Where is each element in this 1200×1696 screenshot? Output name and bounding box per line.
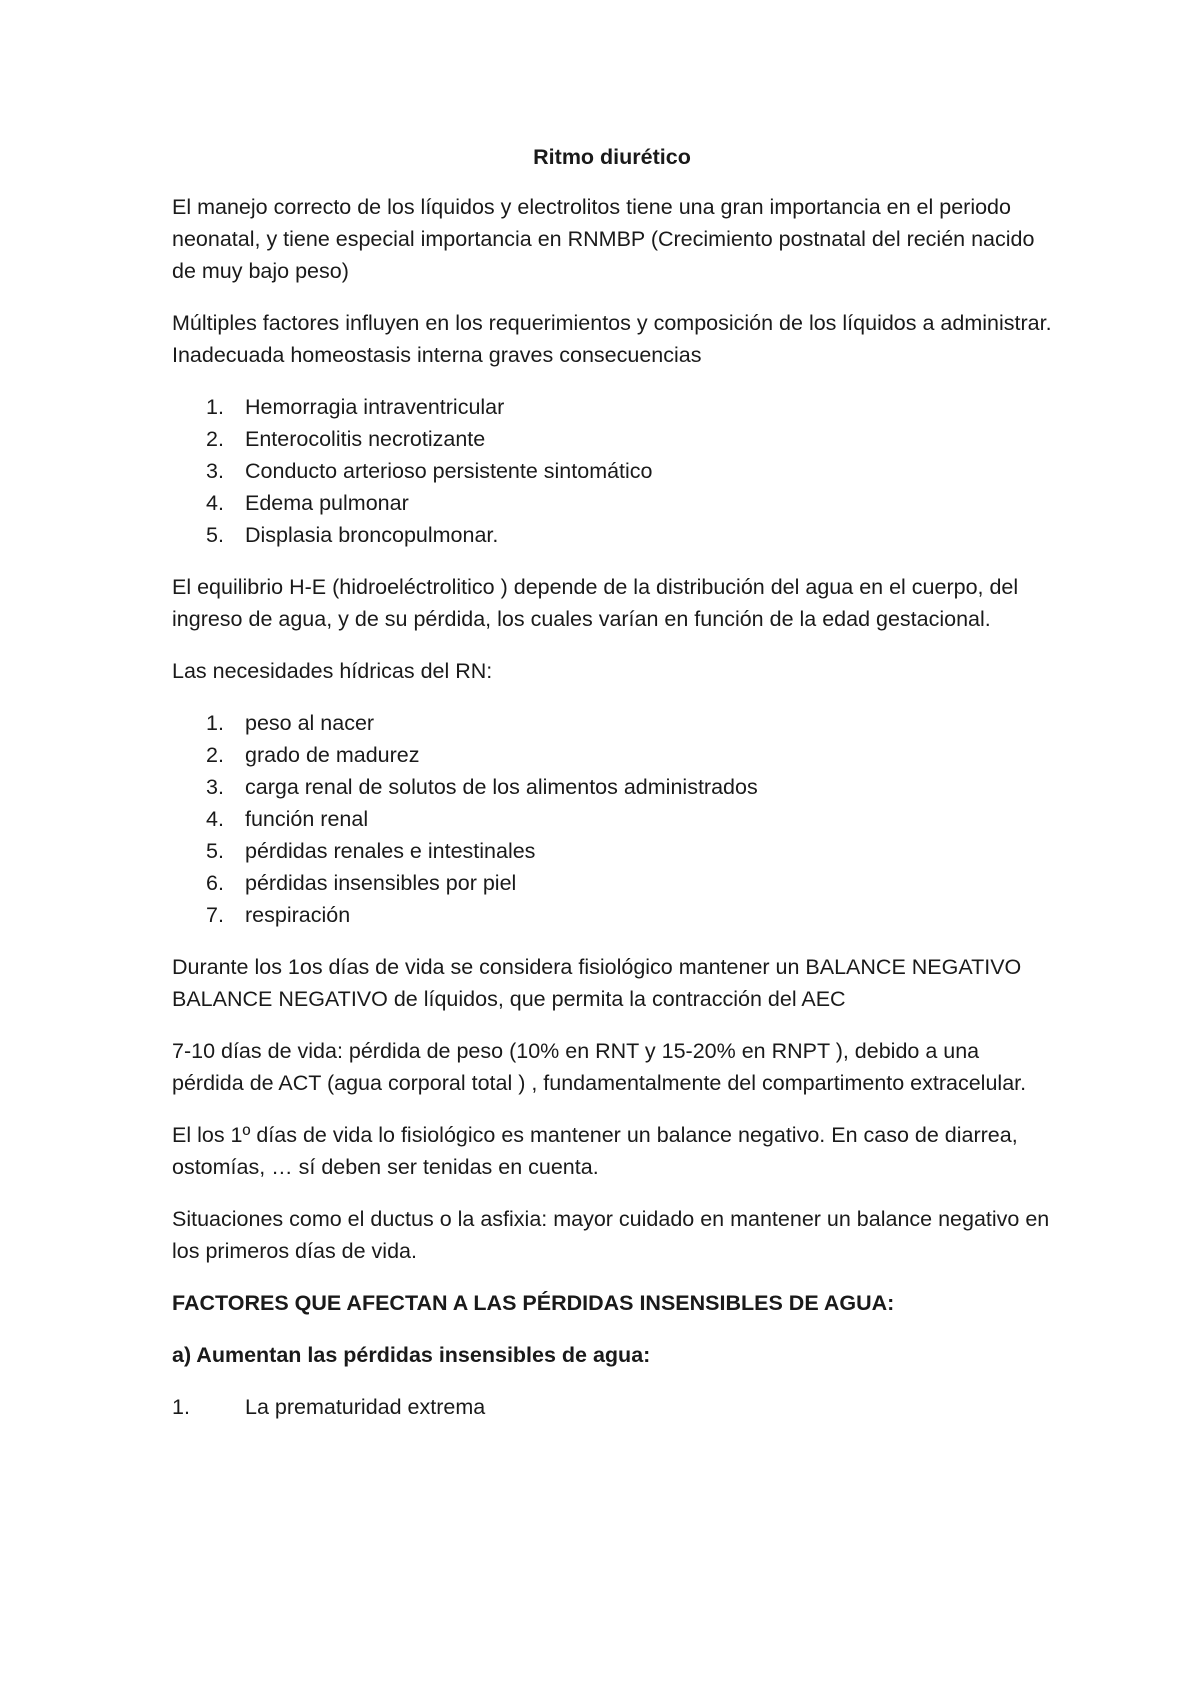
- list-item: [172, 455, 1052, 487]
- list-number: 3.: [206, 459, 224, 483]
- list-number: 4.: [206, 807, 224, 831]
- list-item-text: La prematuridad extrema: [245, 1395, 486, 1419]
- list-number: 4.: [206, 491, 224, 515]
- list-number: 2.: [206, 427, 224, 451]
- document-title: Ritmo diurético: [533, 145, 691, 169]
- list-item-text: Displasia broncopulmonar.: [245, 523, 499, 547]
- list-item: [172, 899, 1052, 931]
- list-item-text: Edema pulmonar: [245, 491, 409, 515]
- list-number: 1.: [172, 1395, 190, 1419]
- paragraph-factors: Múltiples factores influyen en los requerimientos y composición de los líquidos a administrar. Inadecuada homeostasis interna graves consecuencias: [172, 311, 1052, 367]
- paragraph-weight-loss: 7-10 días de vida: pérdida de peso (10% en RNT y 15-20% en RNPT ), debido a una pérdida de ACT (agua corporal total ) , fundamentalmente del compartimento extracelular.: [172, 1039, 1027, 1095]
- list-item: [172, 835, 1052, 867]
- list-number: 2.: [206, 743, 224, 767]
- list-item-text: función renal: [245, 807, 369, 831]
- list-number: 1.: [206, 395, 224, 419]
- list-item-text: pérdidas insensibles por piel: [245, 871, 517, 895]
- list-number: 1.: [206, 711, 224, 735]
- list-item: [172, 487, 1052, 519]
- list-number: 3.: [206, 775, 224, 799]
- list-item-text: grado de madurez: [245, 743, 420, 767]
- list-item: [172, 803, 1052, 835]
- list-item: [172, 739, 1052, 771]
- paragraph-first-days: El los 1º días de vida lo fisiológico es mantener un balance negativo. En caso de diarrea, ostomías, … sí deben ser tenidas en cuenta.: [172, 1123, 1018, 1179]
- list-item-text: carga renal de solutos de los alimentos administrados: [245, 775, 758, 799]
- paragraph-situations: Situaciones como el ductus o la asfixia: mayor cuidado en mantener un balance negativo en los primeros días de vida.: [172, 1207, 1050, 1263]
- section-heading: FACTORES QUE AFECTAN A LAS PÉRDIDAS INSENSIBLES DE AGUA:: [172, 1291, 895, 1315]
- subsection-heading: a) Aumentan las pérdidas insensibles de agua:: [172, 1343, 651, 1367]
- list-number: 5.: [206, 839, 224, 863]
- list-item-text: pérdidas renales e intestinales: [245, 839, 536, 863]
- list-number: 7.: [206, 903, 224, 927]
- list-item-text: Conducto arterioso persistente sintomático: [245, 459, 653, 483]
- list-item: [172, 423, 1052, 455]
- consequences-list: [172, 391, 1052, 551]
- paragraph-needs: Las necesidades hídricas del RN:: [172, 659, 493, 683]
- paragraph-equilibrium: El equilibrio H-E (hidroeléctrolitico ) depende de la distribución del agua en el cuerpo, del ingreso de agua, y de su pérdida, los cuales varían en función de la edad gestacional.: [172, 575, 1019, 631]
- paragraph-negative-balance: Durante los 1os días de vida se considera fisiológico mantener un BALANCE NEGATIVO BALANCE NEGATIVO de líquidos, que permita la contracción del AEC: [172, 955, 1022, 1011]
- document-body: [172, 141, 1052, 1423]
- list-item: [172, 707, 1052, 739]
- list-number: 5.: [206, 523, 224, 547]
- list-item-text: Hemorragia intraventricular: [245, 395, 505, 419]
- list-item: [172, 391, 1052, 423]
- list-item: [172, 519, 1052, 551]
- list-item-text: Enterocolitis necrotizante: [245, 427, 486, 451]
- list-number: 6.: [206, 871, 224, 895]
- list-item-text: peso al nacer: [245, 711, 375, 735]
- list-item-text: respiración: [245, 903, 351, 927]
- list-item: [172, 771, 1052, 803]
- needs-list: [172, 707, 1052, 931]
- paragraph-intro: El manejo correcto de los líquidos y electrolitos tiene una gran importancia en el periodo neonatal, y tiene especial importancia en RNMBP (Crecimiento postnatal del recién nacido de muy bajo peso): [172, 195, 1035, 283]
- list-item: [172, 867, 1052, 899]
- list-item: [172, 1391, 1052, 1423]
